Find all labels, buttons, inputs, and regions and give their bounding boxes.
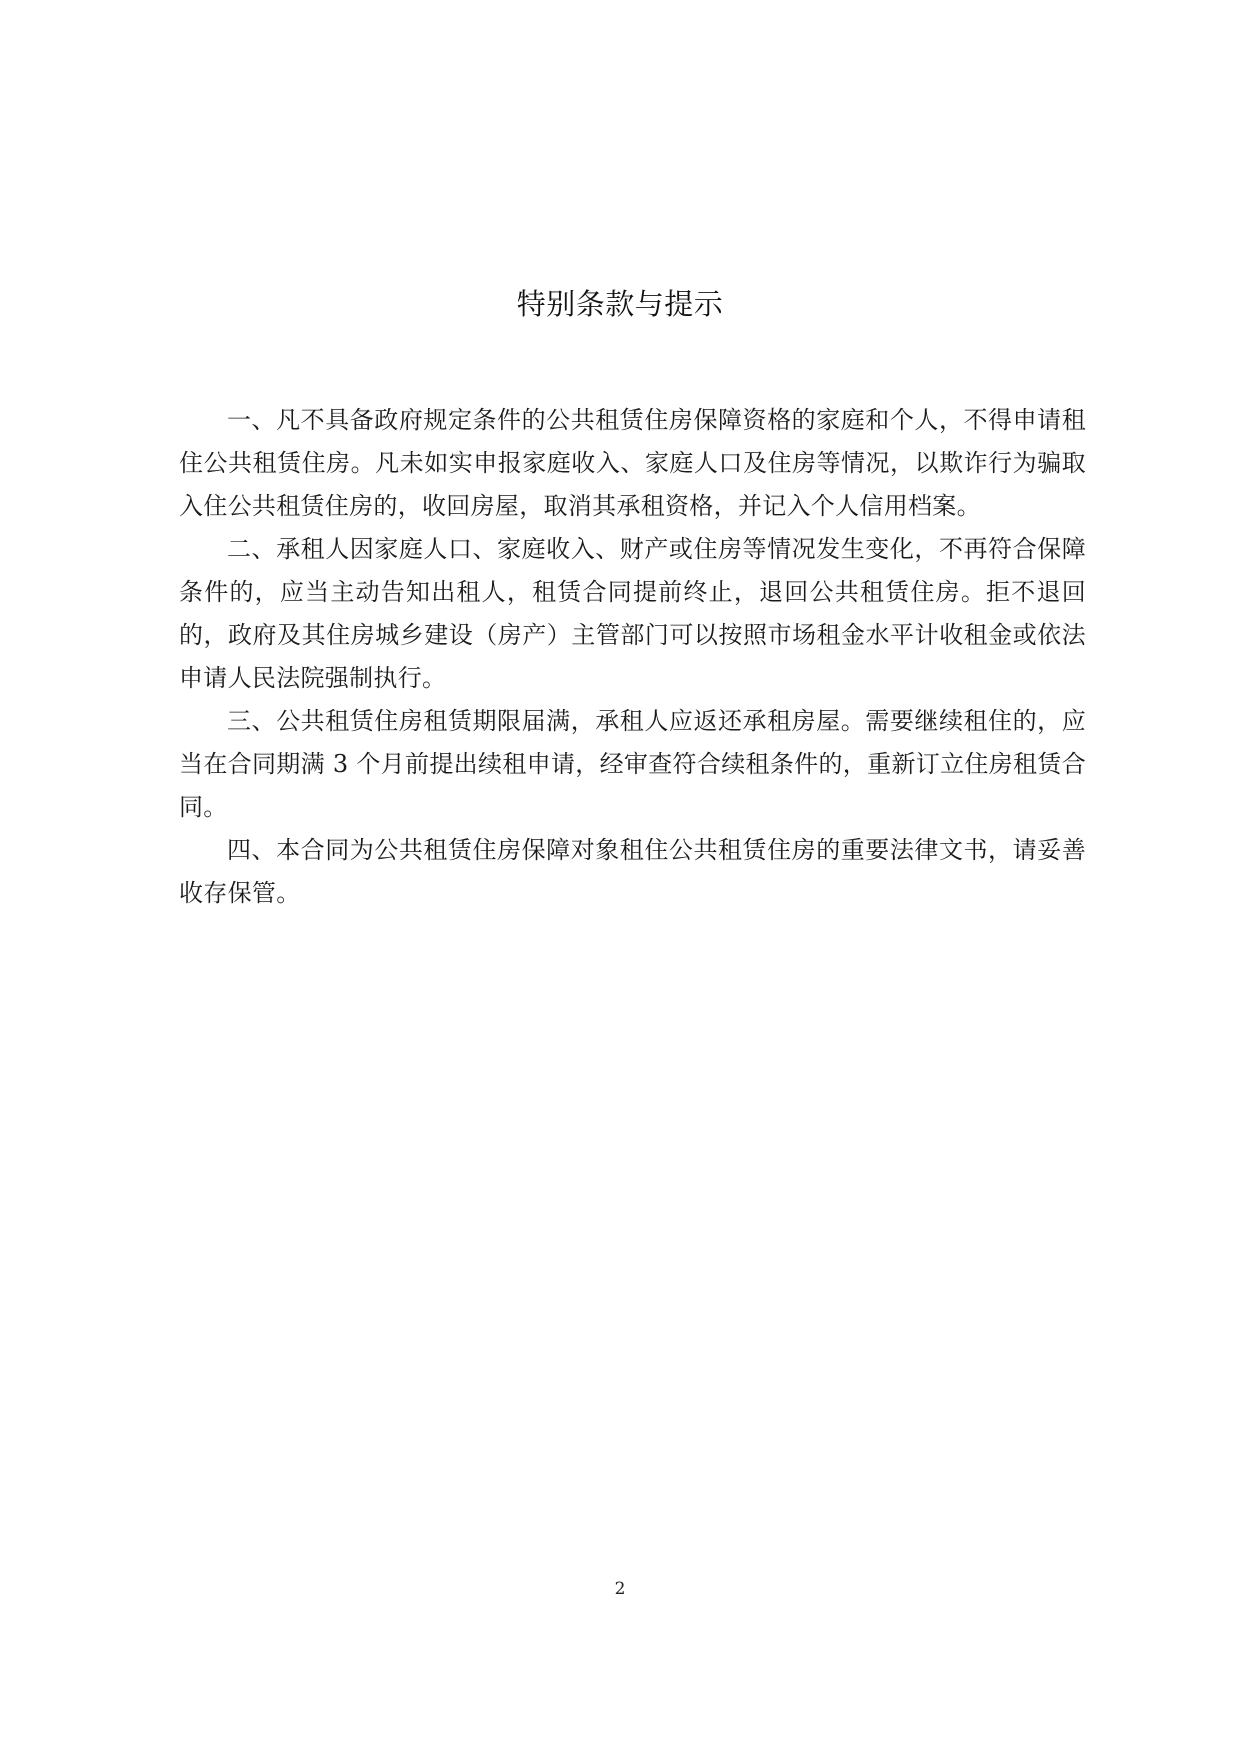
clause-paragraph-3: 三、公共租赁住房租赁期限届满，承租人应返还承租房屋。需要继续租住的，应当在合同期满 3 个月前提出续租申请，经审查符合续租条件的，重新订立住房租赁合同。 <box>179 707 1086 821</box>
page-number: 2 <box>614 1579 626 1599</box>
clause-paragraph-4: 四、本合同为公共租赁住房保障对象租住公共租赁住房的重要法律文书，请妥善收存保管。 <box>179 836 1086 907</box>
page-title: 特别条款与提示 <box>516 287 724 321</box>
clause-paragraph-2: 二、承租人因家庭人口、家庭收入、财产或住房等情况发生变化，不再符合保障条件的，应当主动告知出租人，租赁合同提前终止，退回公共租赁住房。拒不退回的，政府及其住房城乡建设（房产）主管部门可以按照市场租金水平计收租金或依法申请人民法院强制执行。 <box>179 535 1086 692</box>
clause-paragraph-1: 一、凡不具备政府规定条件的公共租赁住房保障资格的家庭和个人，不得申请租住公共租赁住房。凡未如实申报家庭收入、家庭人口及住房等情况，以欺诈行为骗取入住公共租赁住房的，收回房屋，取消其承租资格，并记入个人信用档案。 <box>179 406 1086 520</box>
clauses-body <box>179 399 1086 915</box>
